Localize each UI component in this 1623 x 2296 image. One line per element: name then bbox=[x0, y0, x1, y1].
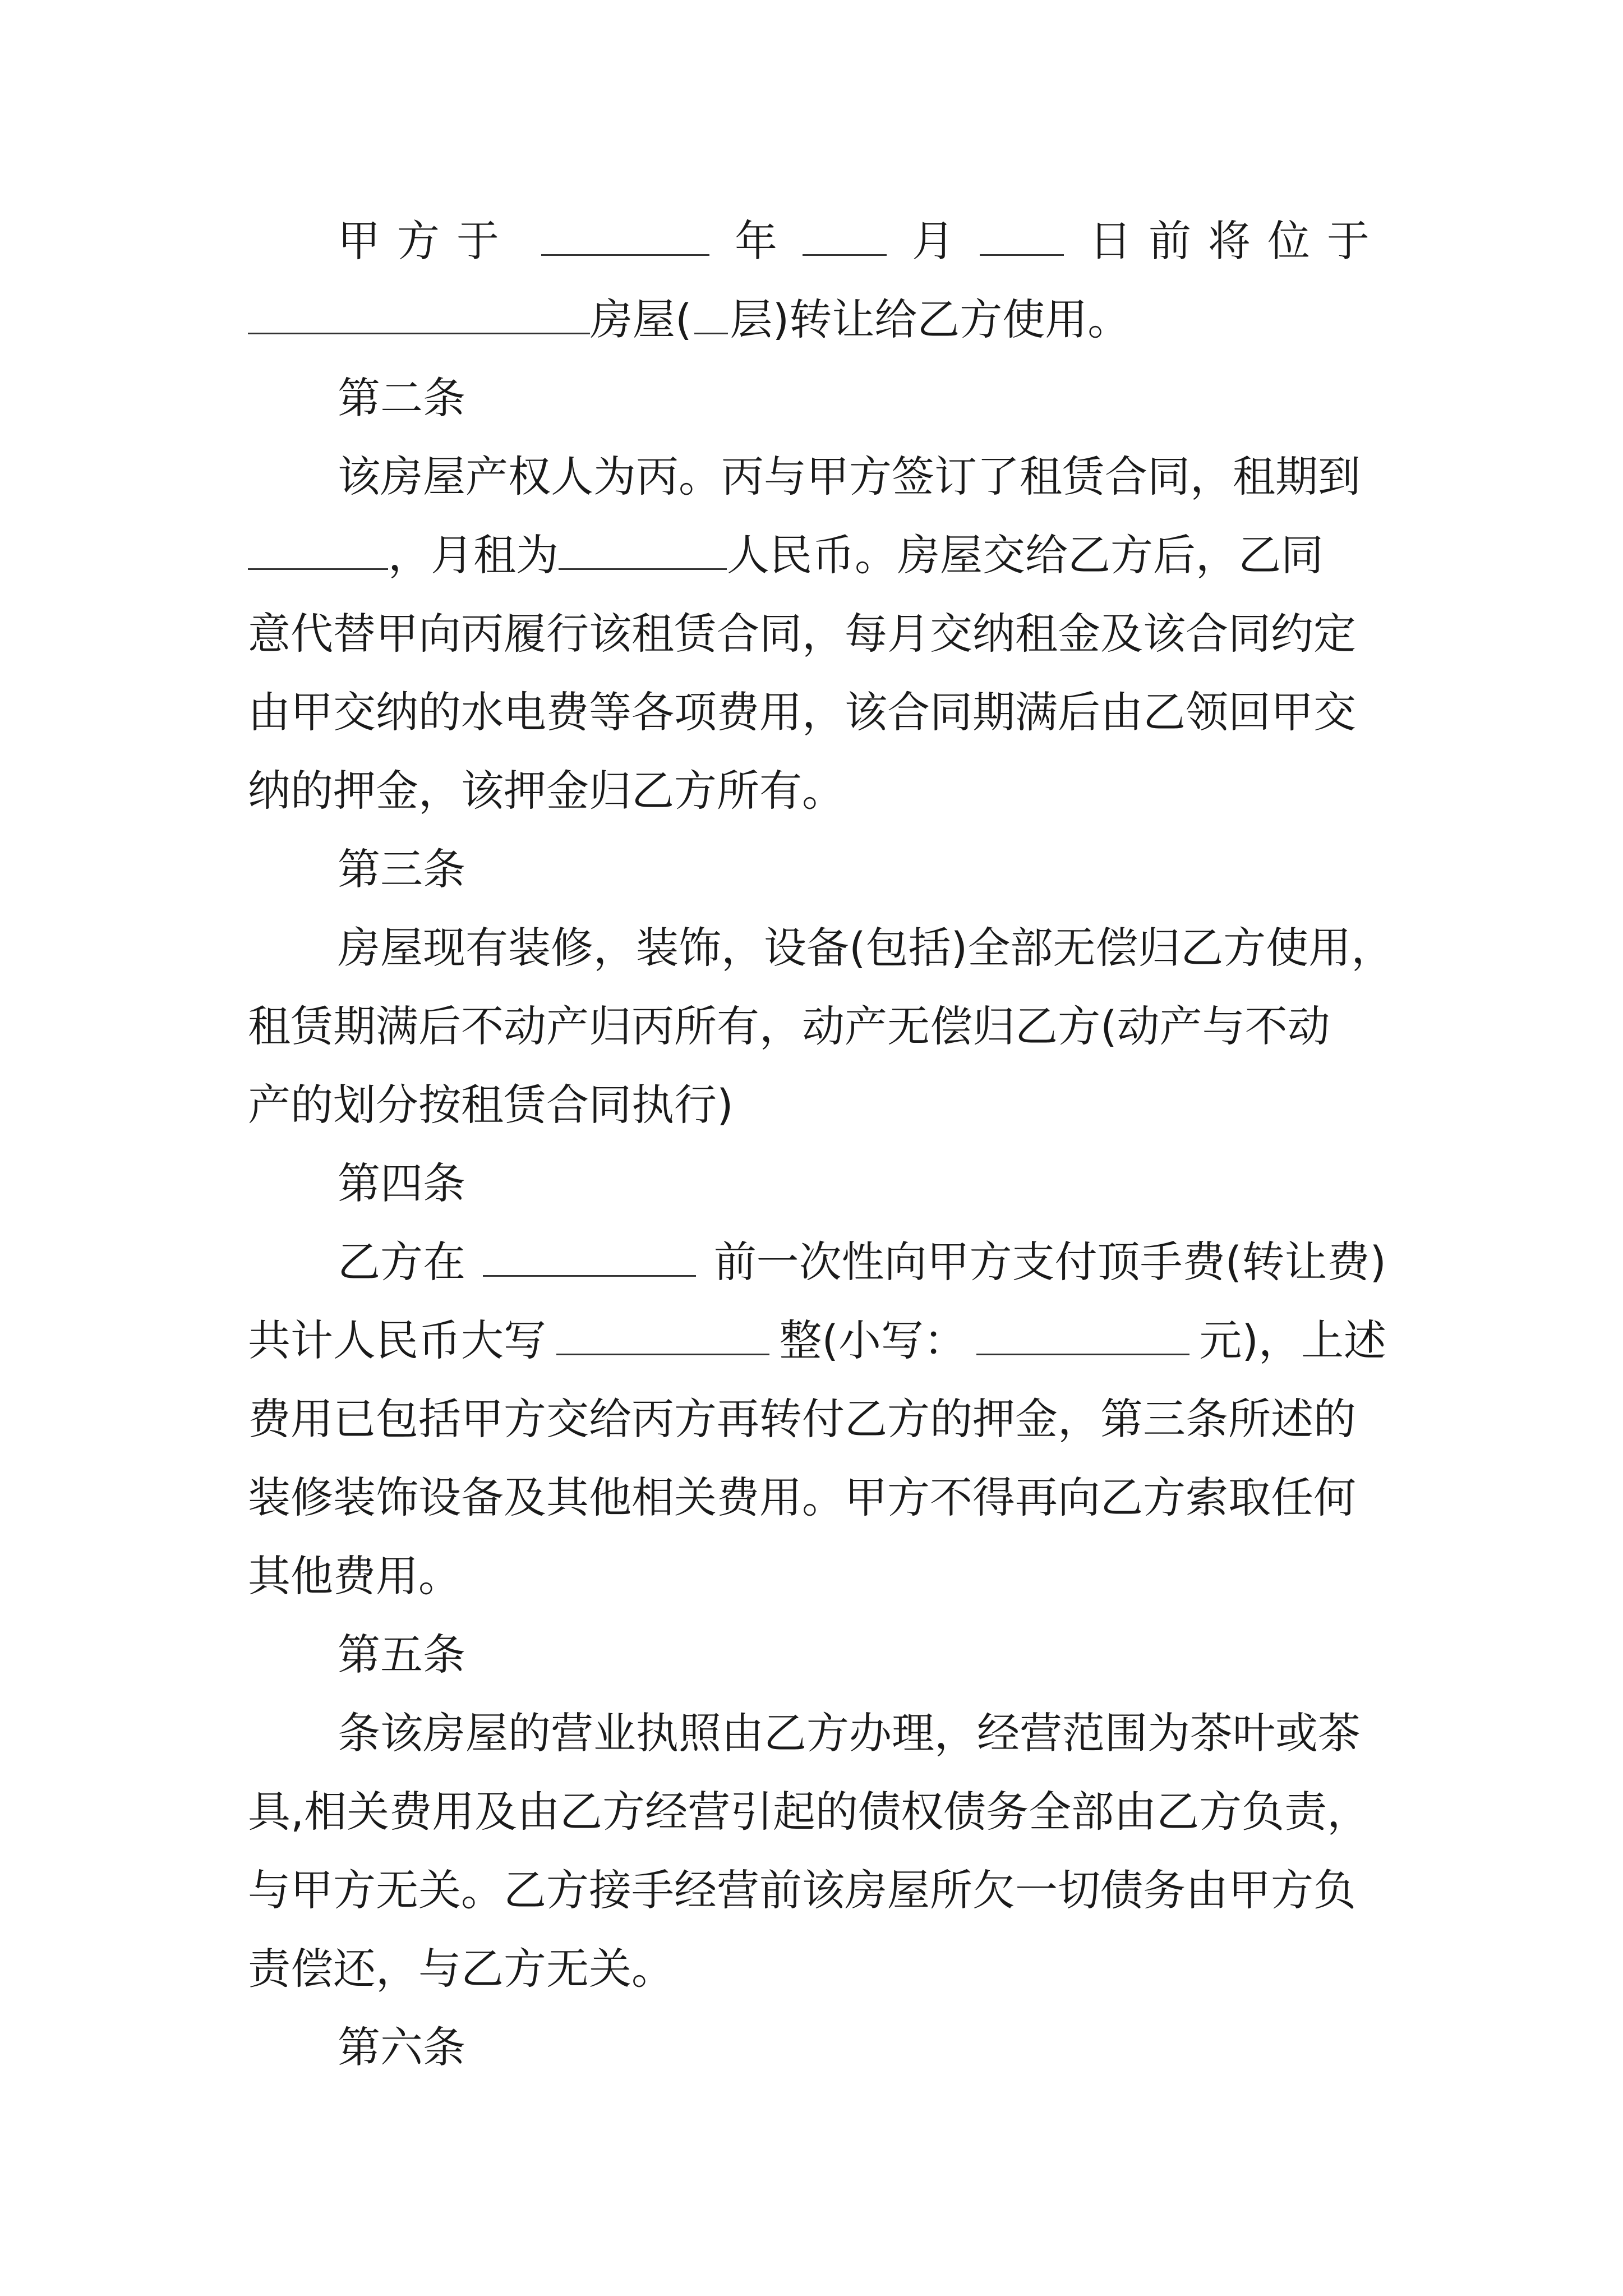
paragraph-text: 费用已包括甲方交给丙方再转付乙方的押金，第三条所述的 bbox=[248, 1394, 1356, 1444]
paragraph-text: 意代替甲向丙履行该租赁合同，每月交纳租金及该合同约定 bbox=[248, 609, 1356, 659]
article-heading: 第二条 bbox=[338, 373, 465, 423]
article-3-heading bbox=[338, 841, 1386, 898]
paragraph-text: 人民币。房屋交给乙方后，乙同 bbox=[727, 530, 1324, 580]
paragraph-text: 装修装饰设备及其他相关费用。甲方不得再向乙方索取任何 bbox=[248, 1473, 1356, 1522]
article-4-line-5 bbox=[248, 1548, 1386, 1604]
paragraph-text: 乙方在 bbox=[338, 1237, 465, 1287]
article-2-line-1 bbox=[338, 449, 1386, 505]
intro-text-e: 房屋( bbox=[590, 295, 692, 344]
intro-text-a: 甲方于 bbox=[338, 216, 516, 266]
paragraph-text: 产的划分按租赁合同执行) bbox=[248, 1080, 734, 1130]
intro-text-f: 层)转让给乙方使用。 bbox=[730, 295, 1131, 344]
paragraph-text: 由甲交纳的水电费等各项费用，该合同期满后由乙领回甲交 bbox=[248, 687, 1356, 737]
article-5-line-2 bbox=[248, 1784, 1386, 1840]
intro-text-b: 年 bbox=[735, 216, 777, 266]
paragraph-text: 其他费用。 bbox=[248, 1551, 461, 1601]
paragraph-text: 整(小写： bbox=[779, 1315, 966, 1365]
article-5-line-1 bbox=[338, 1705, 1386, 1761]
article-5-line-4 bbox=[248, 1941, 1386, 1997]
article-2-line-5 bbox=[248, 763, 1386, 819]
article-heading: 第六条 bbox=[338, 2022, 465, 2072]
blank-payment-date-field[interactable] bbox=[483, 1236, 696, 1277]
intro-line-1 bbox=[338, 213, 1386, 269]
article-2-line-2 bbox=[248, 527, 1386, 583]
blank-day-field[interactable] bbox=[980, 215, 1064, 256]
article-3-line-2 bbox=[248, 999, 1386, 1055]
article-heading: 第三条 bbox=[338, 844, 465, 894]
paragraph-text: ，月租为 bbox=[388, 530, 559, 580]
blank-lease-end-field[interactable] bbox=[248, 529, 388, 570]
paragraph-text: 该房屋产权人为丙。丙与甲方签订了租赁合同，租期到 bbox=[338, 452, 1361, 501]
paragraph-text: 与甲方无关。乙方接手经营前该房屋所欠一切债务由甲方负 bbox=[248, 1865, 1356, 1915]
article-4-line-4 bbox=[248, 1470, 1386, 1526]
paragraph-text: 具,相关费用及由乙方经营引起的债权债务全部由乙方负责， bbox=[248, 1787, 1370, 1837]
paragraph-text: 条该房屋的营业执照由乙方办理，经营范围为茶叶或茶 bbox=[338, 1708, 1361, 1758]
paragraph-text: 纳的押金，该押金归乙方所有。 bbox=[248, 766, 845, 816]
paragraph-text: 房屋现有装修，装饰，设备(包括)全部无偿归乙方使用， bbox=[338, 923, 1394, 973]
article-3-line-3 bbox=[248, 1077, 1386, 1133]
blank-amount-digits-field[interactable] bbox=[976, 1314, 1189, 1355]
article-4-heading bbox=[338, 1156, 1386, 1212]
article-6-heading bbox=[338, 2019, 1386, 2076]
blank-amount-words-field[interactable] bbox=[556, 1314, 769, 1355]
paragraph-text: 租赁期满后不动产归丙所有，动产无偿归乙方(动产与不动 bbox=[248, 1001, 1330, 1051]
intro-line-2 bbox=[248, 292, 1386, 348]
blank-location-field[interactable] bbox=[248, 293, 590, 334]
article-4-line-3 bbox=[248, 1391, 1386, 1447]
blank-floor-field[interactable] bbox=[694, 293, 728, 334]
article-heading: 第五条 bbox=[338, 1630, 465, 1680]
blank-year-field[interactable] bbox=[541, 215, 709, 256]
paragraph-text: 责偿还，与乙方无关。 bbox=[248, 1944, 674, 1994]
paragraph-text: 元)，上述 bbox=[1199, 1315, 1386, 1365]
article-3-line-1 bbox=[338, 920, 1394, 976]
paragraph-text: 前一次性向甲方支付顶手费(转让费) bbox=[713, 1237, 1386, 1287]
article-heading: 第四条 bbox=[338, 1158, 465, 1208]
article-2-line-4 bbox=[248, 684, 1386, 740]
article-2-heading bbox=[338, 370, 1386, 426]
blank-monthly-rent-field[interactable] bbox=[559, 529, 727, 570]
intro-text-d: 日前将位于 bbox=[1089, 216, 1386, 266]
article-5-line-3 bbox=[248, 1862, 1386, 1918]
article-5-heading bbox=[338, 1627, 1386, 1683]
article-4-line-2 bbox=[248, 1313, 1386, 1369]
article-2-line-3 bbox=[248, 606, 1386, 662]
article-4-line-1 bbox=[338, 1234, 1386, 1290]
blank-month-field[interactable] bbox=[803, 215, 887, 256]
intro-text-c: 月 bbox=[912, 216, 955, 266]
paragraph-text: 共计人民币大写 bbox=[248, 1315, 546, 1365]
